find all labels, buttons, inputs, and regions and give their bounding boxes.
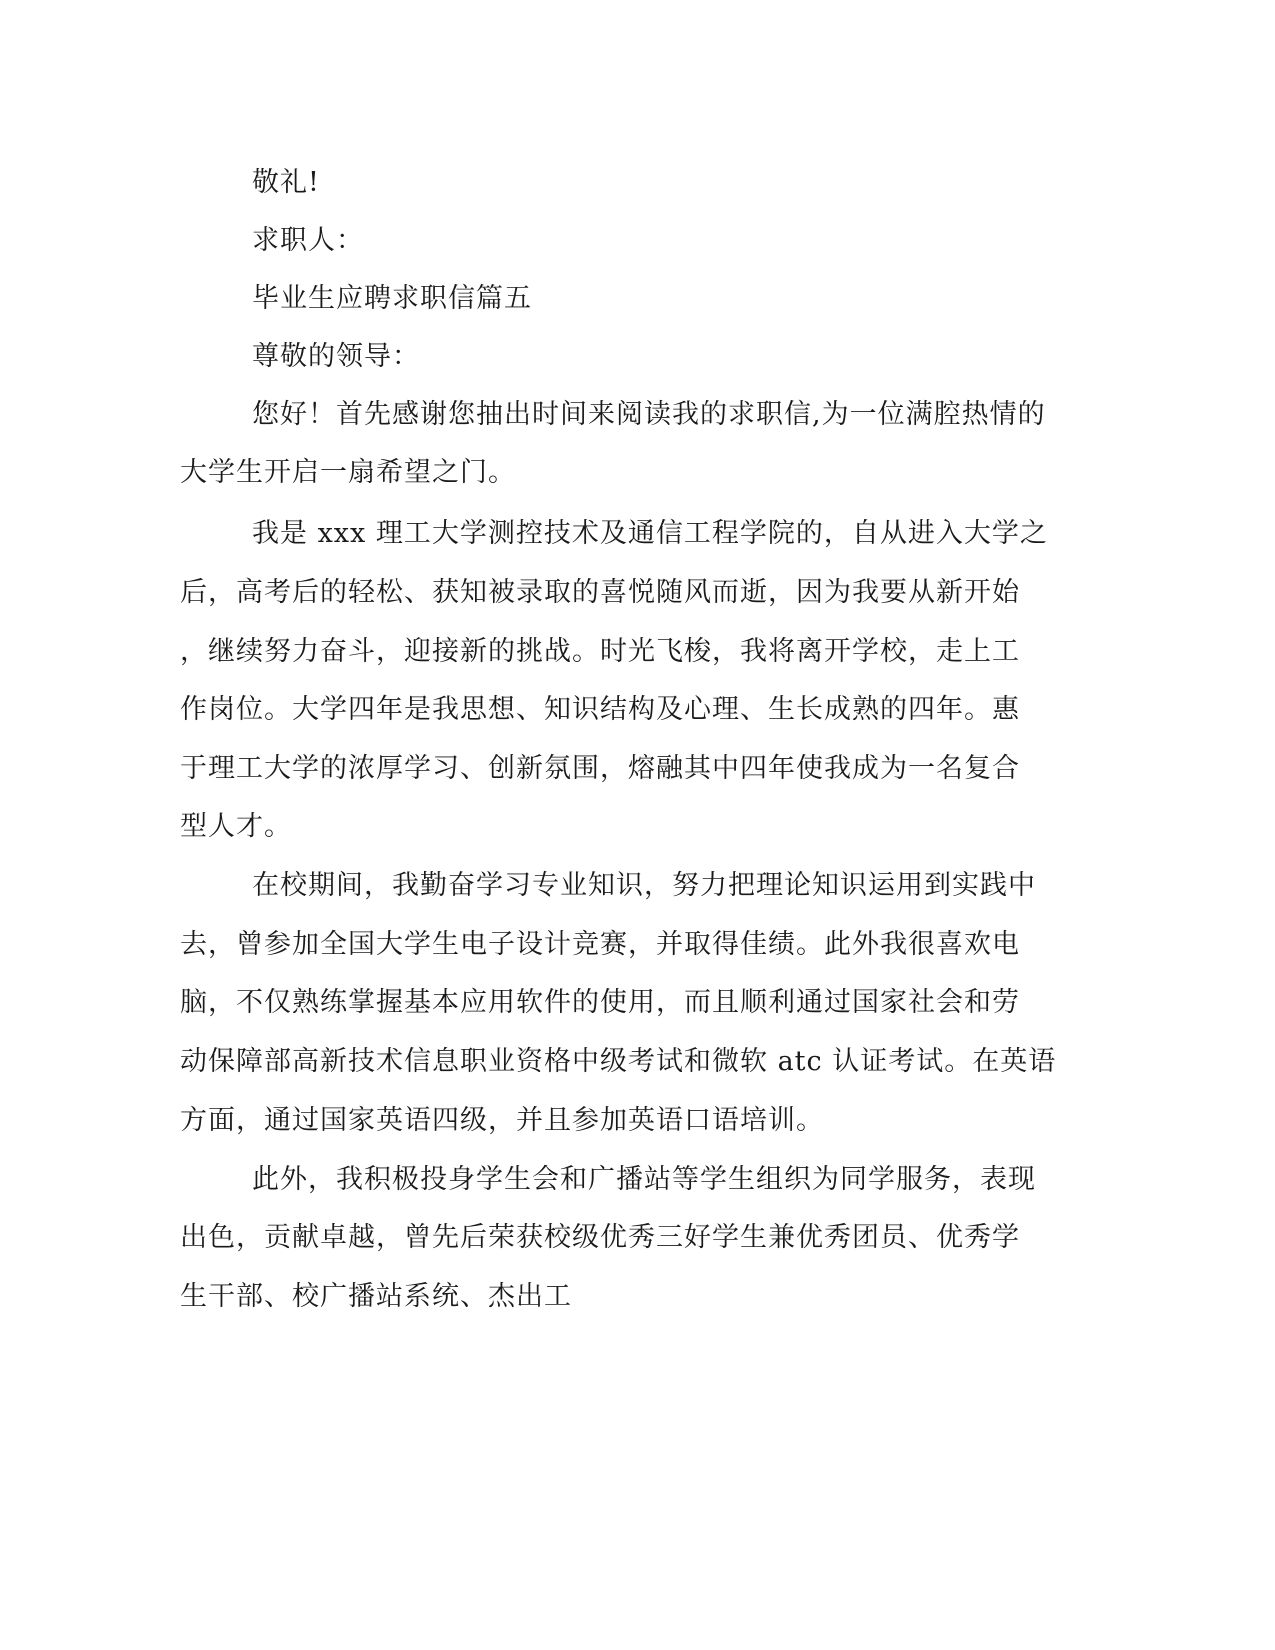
paragraph-line: ，继续努力奋斗，迎接新的挑战。时光飞梭，我将离开学校，走上工 (180, 636, 1020, 667)
closing-line: 敬礼! (252, 167, 320, 198)
paragraph-line: 您好！首先感谢您抽出时间来阅读我的求职信,为一位满腔热情的 (252, 399, 1046, 430)
section-title: 毕业生应聘求职信篇五 (252, 283, 532, 314)
paragraph-line: 去，曾参加全国大学生电子设计竞赛，并取得佳绩。此外我很喜欢电 (180, 929, 1020, 960)
paragraph-line: 脑，不仅熟练掌握基本应用软件的使用，而且顺利通过国家社会和劳 (180, 987, 1020, 1018)
paragraph-line: 于理工大学的浓厚学习、创新氛围，熔融其中四年使我成为一名复合 (180, 753, 1020, 784)
paragraph-line: 动保障部高新技术信息职业资格中级考试和微软 atc 认证考试。在英语 (180, 1046, 1057, 1077)
paragraph-line: 在校期间，我勤奋学习专业知识，努力把理论知识运用到实践中 (252, 870, 1036, 901)
paragraph-line: 出色，贡献卓越，曾先后荣获校级优秀三好学生兼优秀团员、优秀学 (180, 1222, 1020, 1253)
signature-line: 求职人： (252, 225, 364, 256)
paragraph-line: 生干部、校广播站系统、杰出工 (180, 1281, 572, 1312)
paragraph-line: 此外，我积极投身学生会和广播站等学生组织为同学服务，表现 (252, 1164, 1036, 1195)
salutation-line: 尊敬的领导： (252, 341, 420, 372)
paragraph-line: 型人才。 (180, 811, 292, 842)
paragraph-line: 后，高考后的轻松、获知被录取的喜悦随风而逝，因为我要从新开始 (180, 577, 1020, 608)
paragraph-line: 方面，通过国家英语四级，并且参加英语口语培训。 (180, 1105, 824, 1136)
paragraph-line: 大学生开启一扇希望之门。 (180, 457, 516, 488)
paragraph-line: 我是 xxx 理工大学测控技术及通信工程学院的，自从进入大学之 (252, 518, 1048, 549)
paragraph-line: 作岗位。大学四年是我思想、知识结构及心理、生长成熟的四年。惠 (180, 694, 1020, 725)
